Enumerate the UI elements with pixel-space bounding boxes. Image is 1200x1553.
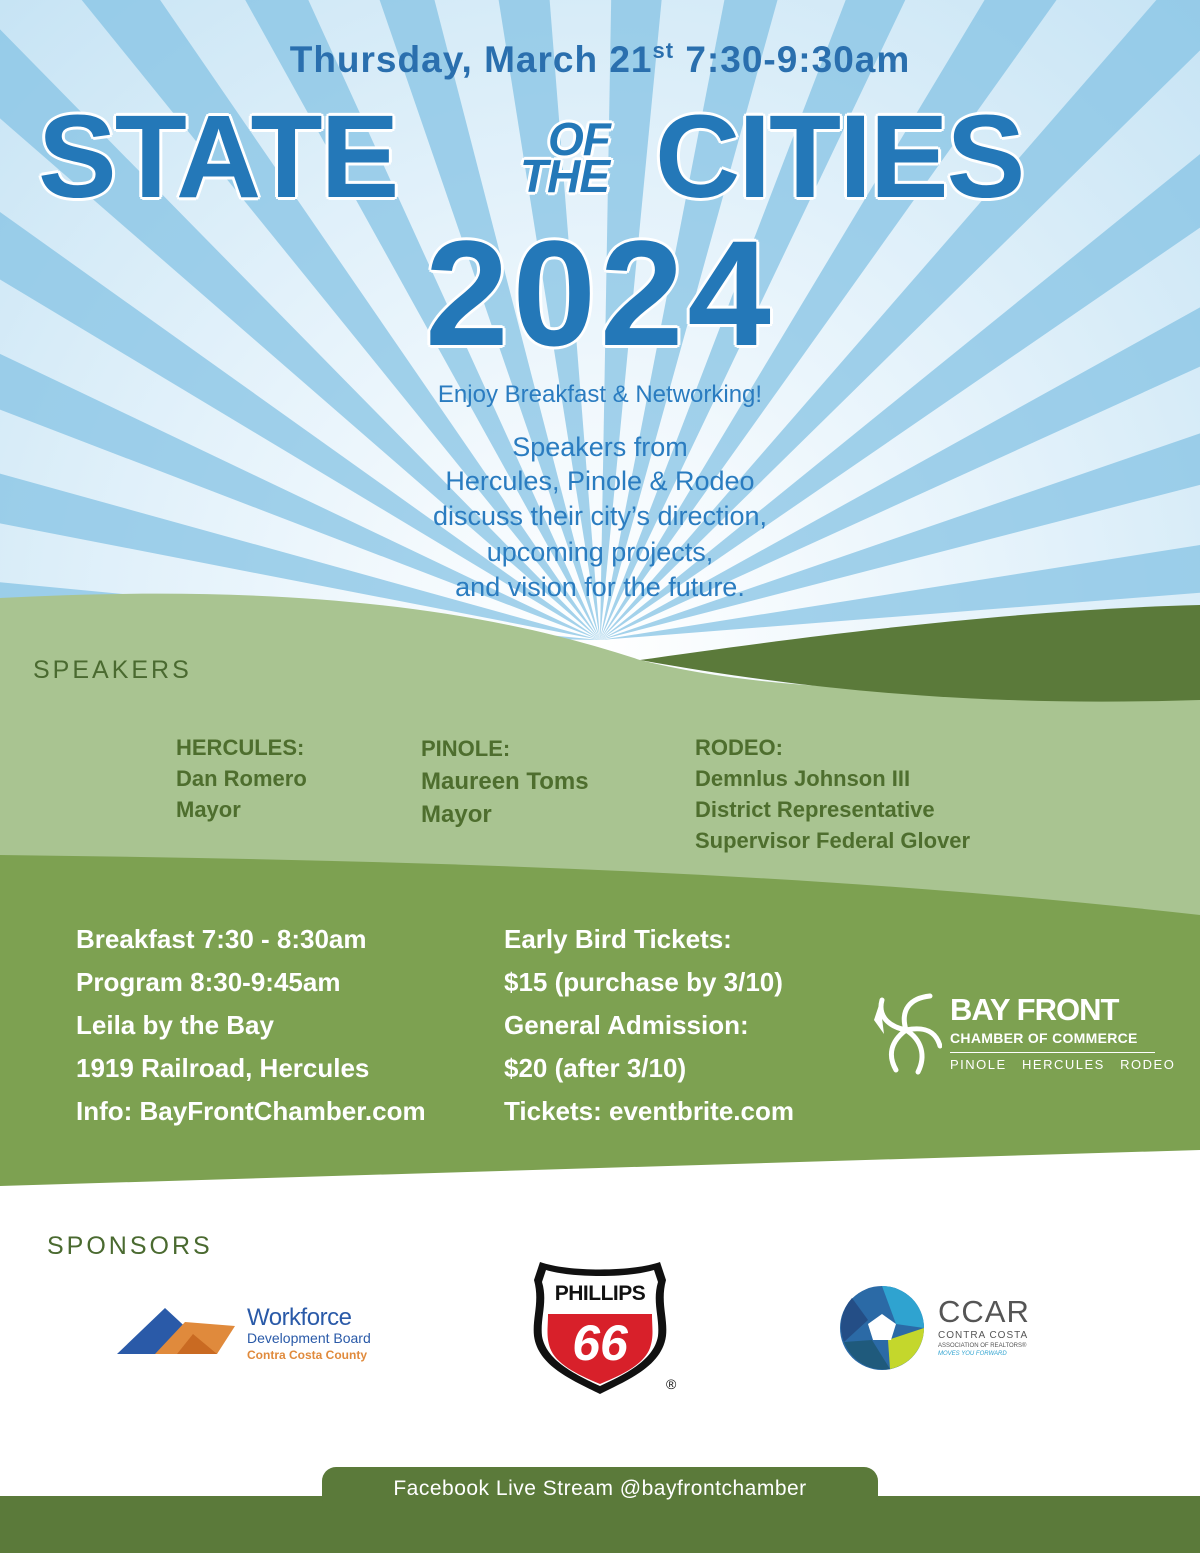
speaker-city: PINOLE:	[421, 736, 511, 761]
workforce-county: Contra Costa County	[247, 1348, 367, 1362]
speaker-group-pinole	[421, 732, 589, 831]
event-date-line	[0, 38, 1200, 81]
speaker-group-rodeo	[695, 732, 970, 856]
phillips66-logo	[528, 1258, 688, 1398]
speaker-role: Mayor	[176, 797, 241, 822]
blurb-line: discuss their city’s direction,	[432, 501, 768, 531]
general-admission-label: General Admission:	[504, 1010, 749, 1040]
chamber-name: BAY FRONT	[950, 992, 1119, 1027]
mountain-icon	[115, 1302, 240, 1362]
general-admission-price: $20 (after 3/10)	[504, 1053, 687, 1083]
detail-breakfast: Breakfast 7:30 - 8:30am	[76, 924, 367, 954]
title-year: 2024	[425, 209, 775, 377]
speaker-group-hercules	[176, 732, 307, 825]
speaker-role: Mayor	[421, 801, 492, 828]
ccar-name: CCAR	[938, 1294, 1030, 1329]
date-suffix: st	[652, 38, 675, 63]
speaker-name: Dan Romero	[176, 766, 307, 791]
early-bird-price: $15 (purchase by 3/10)	[504, 967, 783, 997]
ccar-association: ASSOCIATION OF REALTORS®	[938, 1343, 1027, 1349]
phillips-name: PHILLIPS	[554, 1282, 646, 1305]
tickets-link: Tickets: eventbrite.com	[504, 1096, 794, 1126]
ticket-info	[504, 918, 794, 1133]
speaker-name: Maureen Toms	[421, 768, 589, 795]
blurb-line: upcoming projects,	[486, 537, 714, 567]
speaker-city: RODEO:	[695, 735, 783, 760]
sponsors-heading: SPONSORS	[47, 1232, 213, 1260]
detail-venue: Leila by the Bay	[76, 1010, 274, 1040]
ccar-slogan: MOVES YOU FORWARD	[938, 1351, 1007, 1357]
event-date: Thursday, March 21	[289, 39, 653, 80]
aperture-icon	[838, 1284, 926, 1372]
speaker-city: HERCULES:	[176, 735, 305, 760]
pinwheel-icon	[870, 990, 942, 1082]
live-stream-banner: Facebook Live Stream @bayfrontchamber	[322, 1467, 878, 1511]
ccar-logo	[838, 1284, 1058, 1374]
early-bird-label: Early Bird Tickets:	[504, 924, 732, 954]
speaker-name: Demnlus Johnson III	[695, 766, 911, 791]
detail-info-link: Info: BayFrontChamber.com	[76, 1096, 426, 1126]
speaker-role: Supervisor Federal Glover	[695, 828, 971, 853]
blurb-line: Hercules, Pinole & Rodeo	[445, 466, 755, 496]
event-logistics	[76, 918, 426, 1133]
ccar-region: CONTRA COSTA	[938, 1330, 1029, 1341]
logo-divider	[950, 1052, 1155, 1053]
registered-mark: ®	[666, 1376, 677, 1392]
title-of: OF	[548, 113, 610, 165]
tagline: Enjoy Breakfast & Networking!	[437, 381, 763, 408]
speaker-role: District Representative	[695, 797, 935, 822]
blurb-line: and vision for the future.	[455, 572, 745, 602]
speakers-heading: SPEAKERS	[33, 656, 192, 684]
chamber-subtitle: CHAMBER OF COMMERCE	[950, 1030, 1138, 1046]
title-cities: CITIES	[655, 91, 1024, 223]
detail-program: Program 8:30-9:45am	[76, 967, 341, 997]
bayfront-chamber-logo	[870, 990, 1176, 1080]
workforce-logo	[115, 1298, 405, 1378]
blurb-line: Speakers from	[512, 432, 688, 462]
phillips-number: 66	[572, 1315, 628, 1371]
detail-address: 1919 Railroad, Hercules	[76, 1053, 370, 1083]
workforce-subtitle: Development Board	[247, 1330, 371, 1346]
event-time: 7:30-9:30am	[685, 39, 911, 80]
title-state: STATE	[38, 91, 398, 223]
chamber-cities: PINOLE HERCULES RODEO	[950, 1057, 1176, 1072]
title-the: THE	[520, 150, 609, 202]
workforce-name: Workforce	[247, 1304, 352, 1331]
